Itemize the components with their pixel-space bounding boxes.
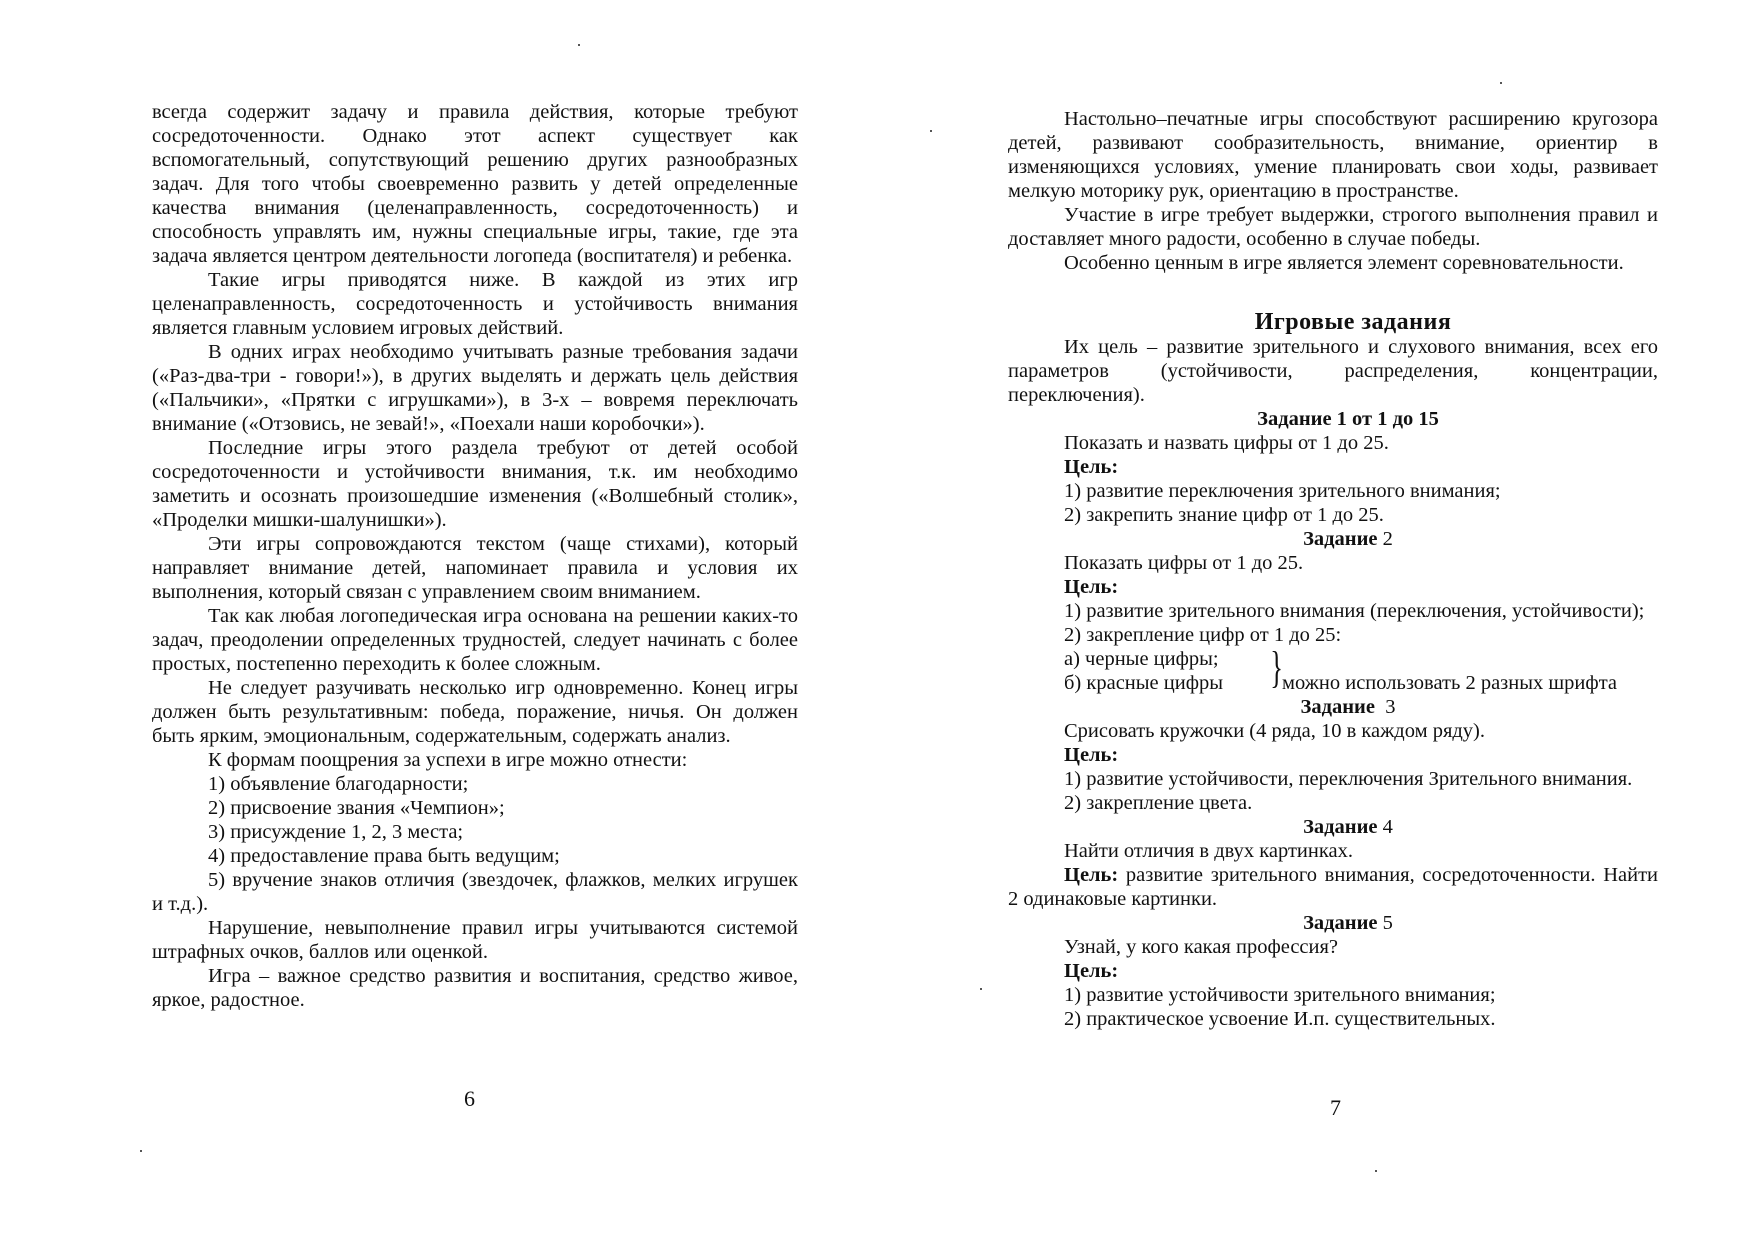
goal-label: Цель: <box>1064 576 1119 598</box>
scan-speck <box>1500 82 1502 84</box>
brace-note: можно использовать 2 разных шрифта <box>1282 672 1617 694</box>
goal-item: 1) развитие зрительного внимания (переключения, устойчивости); <box>1064 600 1645 622</box>
brace-icon: } <box>1270 643 1283 692</box>
goal-item: 1) развитие устойчивости, переключения Зрительного внимания. <box>1064 768 1633 790</box>
goal-item: 2) закрепление цифр от 1 до 25: <box>1064 624 1342 646</box>
paragraph: Настольно–печатные игры способствуют расширению кругозора детей, развивают сообразительность, внимание, ориентир в изменяющихся условиях, умение планировать свои ходы, развивает мелкую моторику рук, ориентацию в пространстве. <box>1008 108 1658 202</box>
paragraph: Участие в игре требует выдержки, строгого выполнения правил и доставляет много радости, особенно в случае победы. <box>1008 204 1658 250</box>
option-a: а) черные цифры; <box>1064 648 1219 670</box>
list-item: 2) присвоение звания «Чемпион»; <box>208 797 505 819</box>
task-number: 5 <box>1382 912 1393 934</box>
task-number: 2 <box>1382 528 1393 550</box>
paragraph: Особенно ценным в игре является элемент соревновательности. <box>1064 252 1624 274</box>
page-number: 6 <box>464 1086 475 1111</box>
task-label: Задание <box>1303 528 1378 550</box>
option-b: б) красные цифры <box>1064 672 1224 694</box>
task-title <box>1008 527 1658 551</box>
goal-label: Цель: <box>1064 864 1119 886</box>
task-title <box>1008 911 1658 935</box>
paragraph: В одних играх необходимо учитывать разные требования задачи («Раз-два-три - говори!»), в других выделять и держать цель действия («Пальчики», «Прятки с игрушками»), в 3-х – вовремя переключать внимание («Отзовись, не зевай!», «Поехали наши коробочки»). <box>152 341 798 435</box>
list-item: 1) объявление благодарности; <box>208 773 469 795</box>
paragraph: Нарушение, невыполнение правил игры учитываются системой штрафных очков, баллов или оценкой. <box>152 917 798 963</box>
list-item: 3) присуждение 1, 2, 3 места; <box>208 821 464 843</box>
task-title <box>1008 695 1658 719</box>
goal-item: 2) закрепление цвета. <box>1064 792 1253 814</box>
paragraph: Игра – важное средство развития и воспитания, средство живое, яркое, радостное. <box>152 965 798 1011</box>
section-intro: Их цель – развитие зрительного и слухового внимания, всех его параметров (устойчивости, распределения, концентрации, переключения). <box>1008 336 1658 406</box>
page-number: 7 <box>1330 1095 1341 1120</box>
scan-speck <box>930 130 932 132</box>
goal-text: развитие зрительного внимания, сосредоточенности. Найти 2 одинаковые картинки. <box>1008 864 1658 910</box>
paragraph: Так как любая логопедическая игра основана на решении каких-то задач, преодолении определенных трудностей, следует начинать с более простых, постепенно переходить к более сложным. <box>152 605 798 675</box>
color-options <box>1008 643 1658 695</box>
list-item: 4) предоставление права быть ведущим; <box>208 845 560 867</box>
section-title: Игровые задания <box>1254 309 1452 335</box>
task-text: Найти отличия в двух картинках. <box>1064 840 1353 862</box>
task-text: Срисовать кружочки (4 ряда, 10 в каждом ряду). <box>1064 720 1486 742</box>
goal-item: 2) практическое усвоение И.п. существительных. <box>1064 1008 1496 1030</box>
scan-speck <box>578 44 580 46</box>
paragraph: всегда содержит задачу и правила действия, которые требуют сосредоточенности. Однако этот аспект существует как вспомогательный, сопутствующий решению других разнообразных задач. Для того чтобы своевременно развить у детей определенные качества внимания (целенаправленность, сосредоточенность) и способность управлять им, нужны специальные игры, такие, где эта задача является центром деятельности логопеда (воспитателя) и ребенка. <box>152 101 798 267</box>
paragraph: К формам поощрения за успехи в игре можно отнести: <box>208 749 688 771</box>
paragraph: Последние игры этого раздела требуют от детей особой сосредоточенности и устойчивости внимания, т.к. им необходимо заметить и осознать произошедшие изменения («Волшебный столик», «Проделки мишки-шалунишки»). <box>152 437 798 531</box>
goal-item: 2) закрепить знание цифр от 1 до 25. <box>1064 504 1384 526</box>
task-title <box>1008 815 1658 839</box>
task-text: Узнай, у кого какая профессия? <box>1064 936 1339 958</box>
paragraph: Эти игры сопровождаются текстом (чаще стихами), который направляет внимание детей, напоминает правила и условия их выполнения, который связан с управлением своим вниманием. <box>152 533 798 603</box>
task-label: Задание <box>1303 912 1378 934</box>
goal-label: Цель: <box>1064 744 1119 766</box>
scan-speck <box>140 1150 142 1152</box>
left-page-text <box>152 100 798 1012</box>
task-number: 4 <box>1382 816 1393 838</box>
task-text: Показать и назвать цифры от 1 до 25. <box>1064 432 1389 454</box>
task-label: Задание <box>1303 816 1378 838</box>
list-item: 5) вручение знаков отличия (звездочек, флажков, мелких игрушек и т.д.). <box>152 869 798 915</box>
paragraph: Не следует разучивать несколько игр одновременно. Конец игры должен быть результативным: победа, поражение, ничья. Он должен быть ярким, эмоциональным, содержательным, содержать анализ. <box>152 677 798 747</box>
task-text: Показать цифры от 1 до 25. <box>1064 552 1304 574</box>
right-page-text <box>1008 107 1658 1031</box>
goal-item: 1) развитие переключения зрительного внимания; <box>1064 480 1501 502</box>
goal-inline <box>1008 863 1658 911</box>
task-label: Задание <box>1300 696 1375 718</box>
task-title: Задание 1 от 1 до 15 <box>1257 408 1439 430</box>
goal-label: Цель: <box>1064 456 1119 478</box>
goal-item: 1) развитие устойчивости зрительного внимания; <box>1064 984 1496 1006</box>
goal-label: Цель: <box>1064 960 1119 982</box>
scan-speck <box>1375 1170 1377 1172</box>
paragraph: Такие игры приводятся ниже. В каждой из этих игр целенаправленность, сосредоточенность и устойчивость внимания является главным условием игровых действий. <box>152 269 798 339</box>
task-number: 3 <box>1385 696 1396 718</box>
scan-speck <box>980 988 982 990</box>
